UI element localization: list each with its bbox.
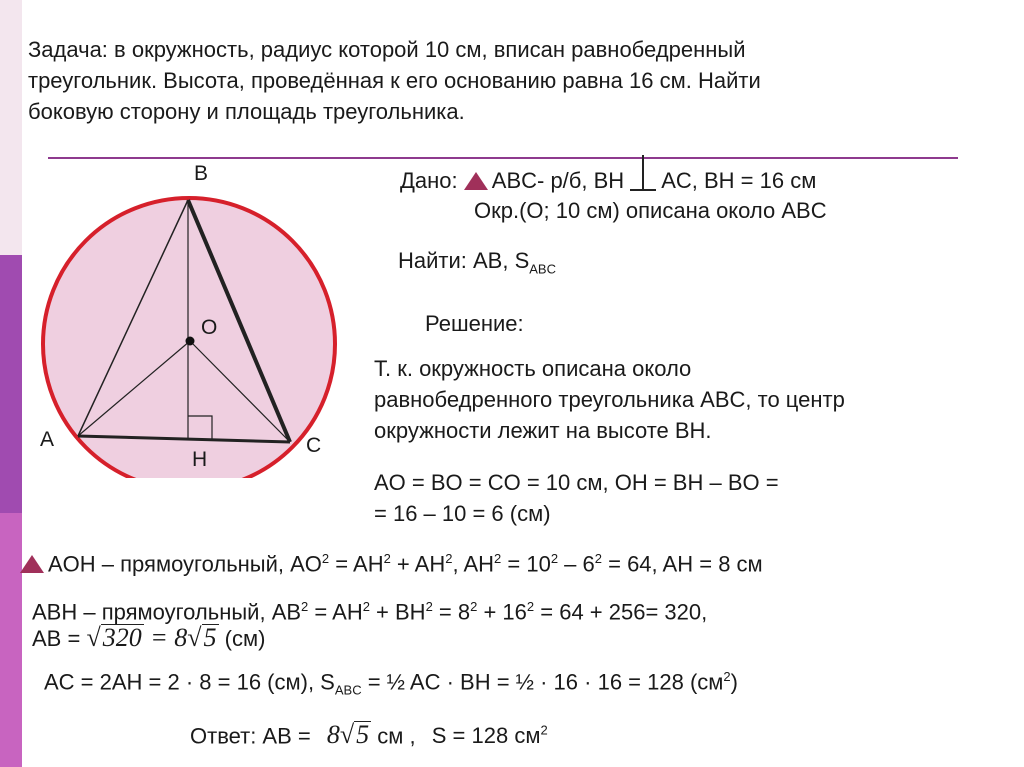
ac-b: = ½ AC · BH = ½ · 16 · 16 = 128 (см bbox=[361, 669, 724, 695]
solution-eq1: AO = BO = CO = 10 см, OH = BH – BO = bbox=[374, 470, 779, 495]
triangle-icon-aoh bbox=[20, 555, 44, 573]
answer-s: S = 128 см bbox=[431, 723, 541, 749]
answer-unit: см , bbox=[371, 723, 416, 749]
aoh-b-sup: 2 bbox=[383, 551, 391, 566]
aoh-f-sup: 2 bbox=[594, 551, 602, 566]
abh-a-sup: 2 bbox=[301, 599, 309, 614]
given-line-2: Окр.(О; 10 см) описана около ABC bbox=[474, 198, 827, 223]
find-label: Найти: AB, S bbox=[398, 248, 530, 273]
ac-sub: ABC bbox=[334, 682, 362, 698]
ab-formula: √320 = 8√5 bbox=[86, 623, 217, 652]
aoh-f: – 6 bbox=[558, 551, 595, 577]
solution-heading: Решение: bbox=[425, 311, 524, 336]
label-b: B bbox=[194, 162, 209, 185]
ab-prefix: AB = bbox=[32, 626, 81, 651]
answer-rad: 5 bbox=[356, 720, 370, 750]
abh-c: + BH bbox=[369, 599, 426, 625]
solution-eq2: = 16 – 10 = 6 (см) bbox=[374, 501, 551, 526]
aoh-e-sup: 2 bbox=[550, 551, 559, 566]
given-text-2: AC, BH = 16 см bbox=[661, 168, 817, 193]
ab-unit: (см) bbox=[224, 626, 266, 651]
answer-line bbox=[190, 718, 548, 749]
answer-formula: 8√5 bbox=[326, 720, 370, 750]
task-line-1: Задача: в окружность, радиус которой 10 см, вписан равнобедренный bbox=[28, 37, 746, 62]
aoh-d-sup: 2 bbox=[494, 551, 502, 566]
abh-line bbox=[32, 594, 707, 625]
answer-s-sup: 2 bbox=[540, 723, 548, 738]
divider-line bbox=[48, 157, 958, 159]
answer-label: Ответ: AB = bbox=[190, 723, 311, 749]
triangle-icon bbox=[464, 172, 488, 190]
given-text-1: ABC- р/б, BH bbox=[491, 168, 625, 193]
abh-b-sup: 2 bbox=[362, 599, 370, 614]
find-sub: ABC bbox=[529, 261, 556, 277]
label-c: C bbox=[306, 434, 322, 457]
aoh-d: , AH bbox=[452, 551, 495, 577]
aoh-a-sup: 2 bbox=[321, 551, 330, 566]
center-point bbox=[186, 337, 195, 346]
aoh-e: = 10 bbox=[501, 551, 551, 577]
abh-c-sup: 2 bbox=[425, 599, 433, 614]
ab-eq: = 8 bbox=[143, 623, 188, 652]
strip-top bbox=[0, 0, 22, 255]
strip-mid bbox=[0, 255, 22, 513]
answer-area bbox=[432, 723, 548, 748]
ab-line bbox=[32, 624, 265, 652]
answer-val: 8 bbox=[326, 720, 340, 750]
ac-sup: 2 bbox=[723, 669, 731, 684]
aoh-line bbox=[20, 546, 763, 577]
abh-d: = 8 bbox=[432, 599, 471, 625]
abh-e-sup: 2 bbox=[526, 599, 535, 614]
solution-p1: Т. к. окружность описана около bbox=[374, 356, 692, 381]
aoh-g: = 64, AH = 8 см bbox=[602, 551, 763, 577]
label-a: A bbox=[40, 428, 55, 451]
solution-p2: равнобедренного треугольника ABC, то центр bbox=[374, 387, 845, 412]
task-line-3: боковую сторону и площадь треугольника. bbox=[28, 99, 465, 124]
abh-e: + 16 bbox=[477, 599, 527, 625]
ab-rad2: 5 bbox=[203, 623, 217, 652]
given-line-1 bbox=[400, 168, 816, 194]
aoh-b: = AH bbox=[329, 551, 384, 577]
perpendicular-icon bbox=[630, 169, 656, 191]
strip-bottom bbox=[0, 513, 22, 767]
ab-rad1: 320 bbox=[102, 623, 142, 652]
find-line bbox=[398, 248, 556, 282]
abh-f: = 64 + 256= 320, bbox=[534, 599, 708, 625]
label-o: O bbox=[201, 316, 218, 339]
geometry-figure bbox=[30, 178, 350, 478]
abh-b: = AH bbox=[308, 599, 363, 625]
solution-p3: окружности лежит на высоте BH. bbox=[374, 418, 712, 443]
ac-line bbox=[44, 664, 738, 704]
given-label: Дано: bbox=[400, 168, 458, 193]
aoh-c: + AH bbox=[390, 551, 446, 577]
ac-a: AC = 2AH = 2 · 8 = 16 (см), S bbox=[44, 669, 335, 695]
aoh-c-sup: 2 bbox=[445, 551, 453, 566]
task-line-2: треугольник. Высота, проведённая к его основанию равна 16 см. Найти bbox=[28, 68, 761, 93]
ac-c: ) bbox=[730, 669, 738, 695]
abh-d-sup: 2 bbox=[470, 599, 478, 614]
task-statement bbox=[28, 34, 1018, 127]
abh-a: ABH – прямоугольный, AB bbox=[32, 599, 302, 625]
aoh-a: AOH – прямоугольный, AO bbox=[48, 551, 322, 577]
label-h: H bbox=[192, 448, 208, 471]
